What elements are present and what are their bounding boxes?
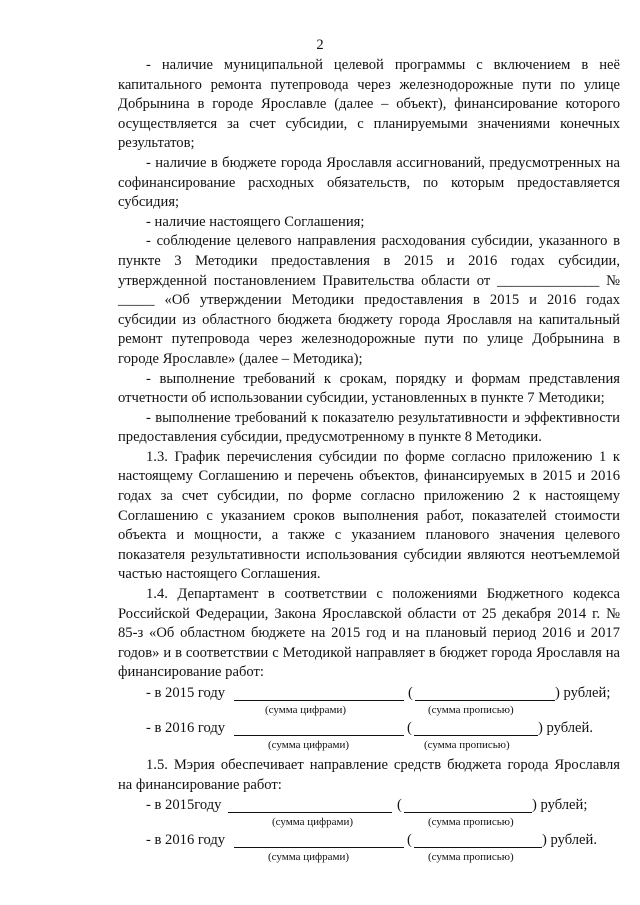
dept-2015-digits-field[interactable] (234, 684, 404, 701)
city-2015-open-paren: ( (397, 797, 402, 814)
city-2016-rub: ) рублей. (542, 832, 597, 849)
city-2015-captions (118, 816, 620, 830)
paragraph-target-use: - соблюдение целевого направления расходования субсидии, указанного в пункте 3 Методики предоставления в 2015 и 2016 годах субсидии, утвержденной постановлением Правительства области от ______________ № _____ «Об утверждении Методики предоставления в 2015 и 2016 годах субсидии из областного бюджета бюджету города Ярославля на капитальный ремонт путепровода через железнодорожные пути по улице Добрынина в городе Ярославле» (далее – Методика); (118, 233, 620, 367)
dept-2016-open-paren: ( (407, 720, 412, 736)
dept-2016-rub: ) рублей. (538, 720, 593, 736)
dept-2015-rub: ) рублей; (555, 685, 611, 701)
dept-2015-words-field[interactable] (415, 684, 555, 701)
paragraph-municipal-program: - наличие муниципальной целевой программы с включением в неё капитального ремонта путепровода через железнодорожные пути по улице Добрынина в городе Ярославле (далее – объект), финансирование которого осуществляется за счет субсидии, с планируемыми значениями конечных результатов; (118, 57, 620, 152)
city-2016-open-paren: ( (407, 832, 412, 849)
city-2016-digits-field[interactable] (234, 831, 404, 848)
dept-2015-label: - в 2015 году (146, 685, 226, 701)
city-2016-caption-words: (сумма прописью) (428, 851, 514, 864)
city-2015-rub: ) рублей; (532, 797, 588, 814)
city-2016-label: - в 2016 году (146, 832, 226, 849)
dept-2016-captions (118, 739, 620, 753)
paragraph-budget-allocations: - наличие в бюджете города Ярославля ассигнований, предусмотренных на софинансирование расходных обязательств, по которым предоставляется субсидия; (118, 154, 620, 211)
city-2016-row (118, 830, 620, 851)
dept-2016-digits-field[interactable] (234, 719, 404, 736)
city-2016-words-field[interactable] (414, 831, 542, 848)
city-2015-caption-words: (сумма прописью) (428, 816, 514, 829)
document-body (118, 56, 620, 865)
paragraph-1-5-mayoralty: 1.5. Мэрия обеспечивает направление средств бюджета города Ярославля на финансирование работ: (118, 757, 620, 793)
dept-2016-words-field[interactable] (414, 719, 538, 736)
dept-2015-caption-digits: (сумма цифрами) (265, 704, 347, 716)
dept-2015-caption-words: (сумма прописью) (428, 704, 514, 716)
paragraph-reporting-requirements: - выполнение требований к срокам, порядку и формам представления отчетности об использовании субсидии, установленных в пункте 7 Методики; (118, 370, 620, 407)
city-2015-digits-field[interactable] (228, 796, 392, 813)
city-2015-caption-digits: (сумма цифрами) (272, 816, 354, 829)
dept-2015-open-paren: ( (408, 685, 413, 701)
dept-2016-label: - в 2016 году (146, 720, 226, 736)
city-2015-row (118, 795, 620, 816)
paragraph-1-4-department: 1.4. Департамент в соответствии с положениями Бюджетного кодекса Российской Федерации, Закона Ярославской области от 25 декабря 2014 г. № 85-з «Об областном бюджете на 2015 год и на плановый период 2016 и 2017 годов» и в соответствии с Методикой направляет в бюджет города Ярославля на финансирование работ: (118, 586, 620, 681)
dept-2016-caption-digits: (сумма цифрами) (268, 739, 350, 751)
city-2015-label: - в 2015году (146, 797, 222, 814)
paragraph-efficiency-indicator: - выполнение требований к показателю результативности и эффективности предоставления субсидии, предусмотренному в пункте 8 Методики. (118, 409, 620, 446)
city-2016-caption-digits: (сумма цифрами) (268, 851, 350, 864)
paragraph-agreement-exists: - наличие настоящего Соглашения; (146, 213, 365, 230)
paragraph-1-3-schedule: 1.3. График перечисления субсидии по форме согласно приложению 1 к настоящему Соглашению и перечень объектов, финансируемых в 2015 и 2016 годах за счет субсидии, по форме согласно приложению 2 к настоящему Соглашению с указанием сроков выполнения работ, показателей стоимости объекта и мощности, а также с указанием планового значения целевого показателя результативности использования субсидии являются неотъемлемой частью настоящего Соглашения. (118, 448, 620, 583)
dept-2016-caption-words: (сумма прописью) (424, 739, 510, 751)
dept-2015-captions (118, 704, 620, 718)
city-2016-captions (118, 851, 620, 865)
dept-2015-row (118, 683, 620, 704)
page-number: 2 (316, 37, 324, 53)
dept-2016-row (118, 718, 620, 739)
city-2015-words-field[interactable] (404, 796, 532, 813)
